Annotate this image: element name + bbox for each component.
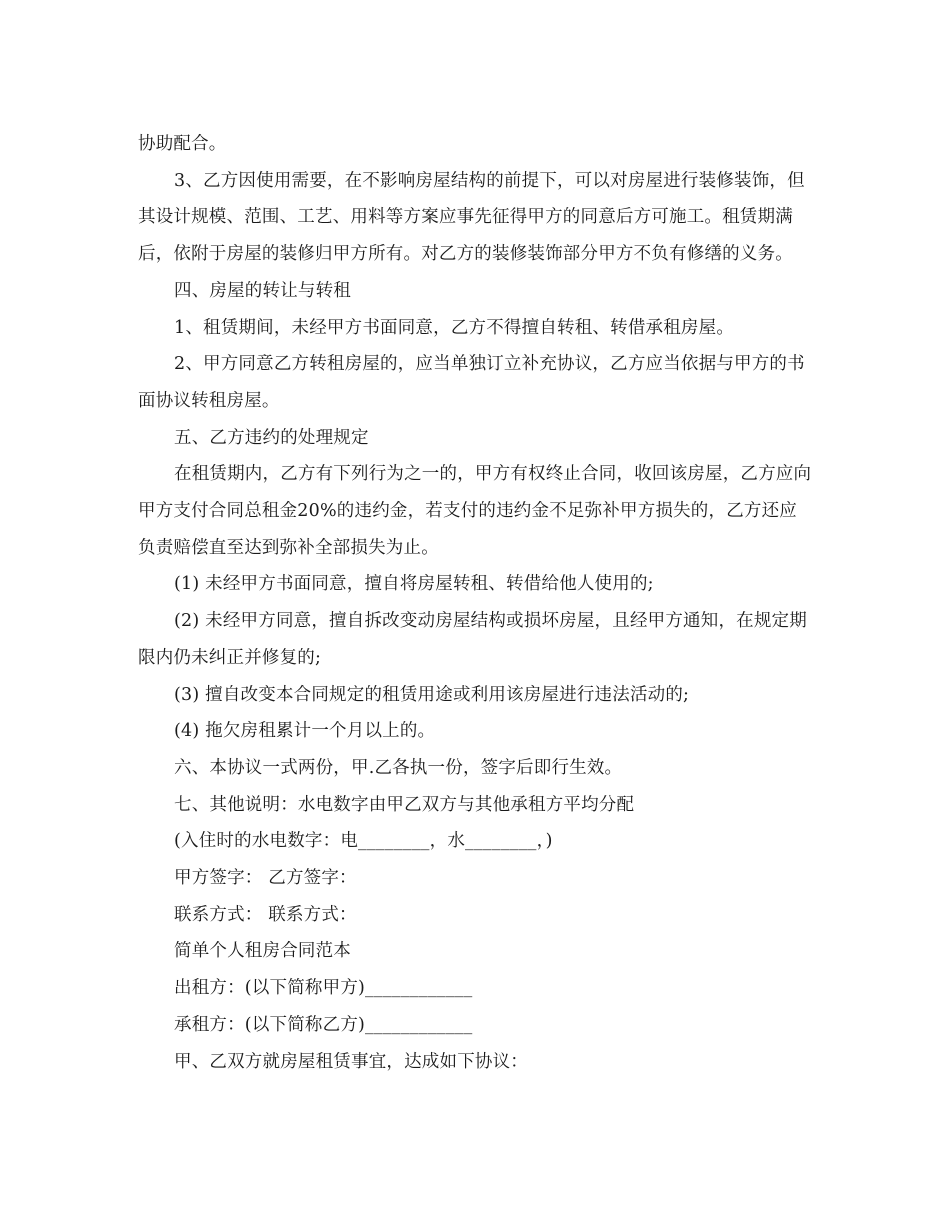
- paragraph-clause-2-sublet-agreement: 2、甲方同意乙方转租房屋的，应当单独订立补充协议，乙方应当依据与甲方的书面协议转租房屋。: [138, 354, 805, 411]
- paragraph-clause-6: 六、本协议一式两份，甲.乙各执一份，签字后即行生效。: [174, 757, 623, 778]
- agreement-intro-line: 甲、乙双方就房屋租赁事宜，达成如下协议：: [174, 1051, 528, 1072]
- lessee-line: 承租方：(以下简称乙方)____________: [174, 1014, 473, 1035]
- list-item-breach-4: (4) 拖欠房租累计一个月以上的。: [174, 721, 436, 742]
- paragraph-clause-1-sublet: 1、租赁期间，未经甲方书面同意，乙方不得擅自转租、转借承租房屋。: [174, 317, 735, 338]
- paragraph-utility-readings: (入住时的水电数字：电________，水________，): [174, 831, 553, 852]
- lessor-line: 出租方：(以下简称甲方)____________: [174, 978, 473, 999]
- list-item-breach-1: (1) 未经甲方书面同意，擅自将房屋转租、转借给他人使用的;: [174, 574, 654, 595]
- document-body: [138, 126, 814, 1080]
- section-heading-5: 五、乙方违约的处理规定: [174, 427, 369, 448]
- contact-line: 联系方式： 联系方式：: [174, 904, 357, 925]
- paragraph-cooperation: 协助配合。: [138, 134, 227, 154]
- list-item-breach-2: (2) 未经甲方同意，擅自拆改变动房屋结构或损坏房屋，且经甲方通知，在规定期限内仍未纠正并修复的;: [138, 611, 807, 668]
- section-heading-4: 四、房屋的转让与转租: [174, 280, 351, 301]
- list-item-breach-3: (3) 擅自改变本合同规定的租赁用途或利用该房屋进行违法活动的;: [174, 684, 690, 705]
- paragraph-clause-7: 七、其他说明：水电数字由甲乙双方与其他承租方平均分配: [174, 794, 635, 815]
- paragraph-breach-terms: 在租赁期内，乙方有下列行为之一的，甲方有权终止合同，收回该房屋，乙方应向甲方支付合同总租金20%的违约金，若支付的违约金不足弥补甲方损失的，乙方还应负责赔偿直至达到弥补全部损失为止。: [138, 464, 812, 558]
- contract-template-title: 简单个人租房合同范本: [174, 941, 351, 962]
- signature-line: 甲方签字： 乙方签字：: [174, 868, 357, 889]
- paragraph-clause-3-renovation: 3、乙方因使用需要，在不影响房屋结构的前提下，可以对房屋进行装修装饰，但其设计规模、范围、工艺、用料等方案应事先征得甲方的同意后方可施工。租赁期满后，依附于房屋的装修归甲方所有。对乙方的装修装饰部分甲方不负有修缮的义务。: [138, 170, 805, 265]
